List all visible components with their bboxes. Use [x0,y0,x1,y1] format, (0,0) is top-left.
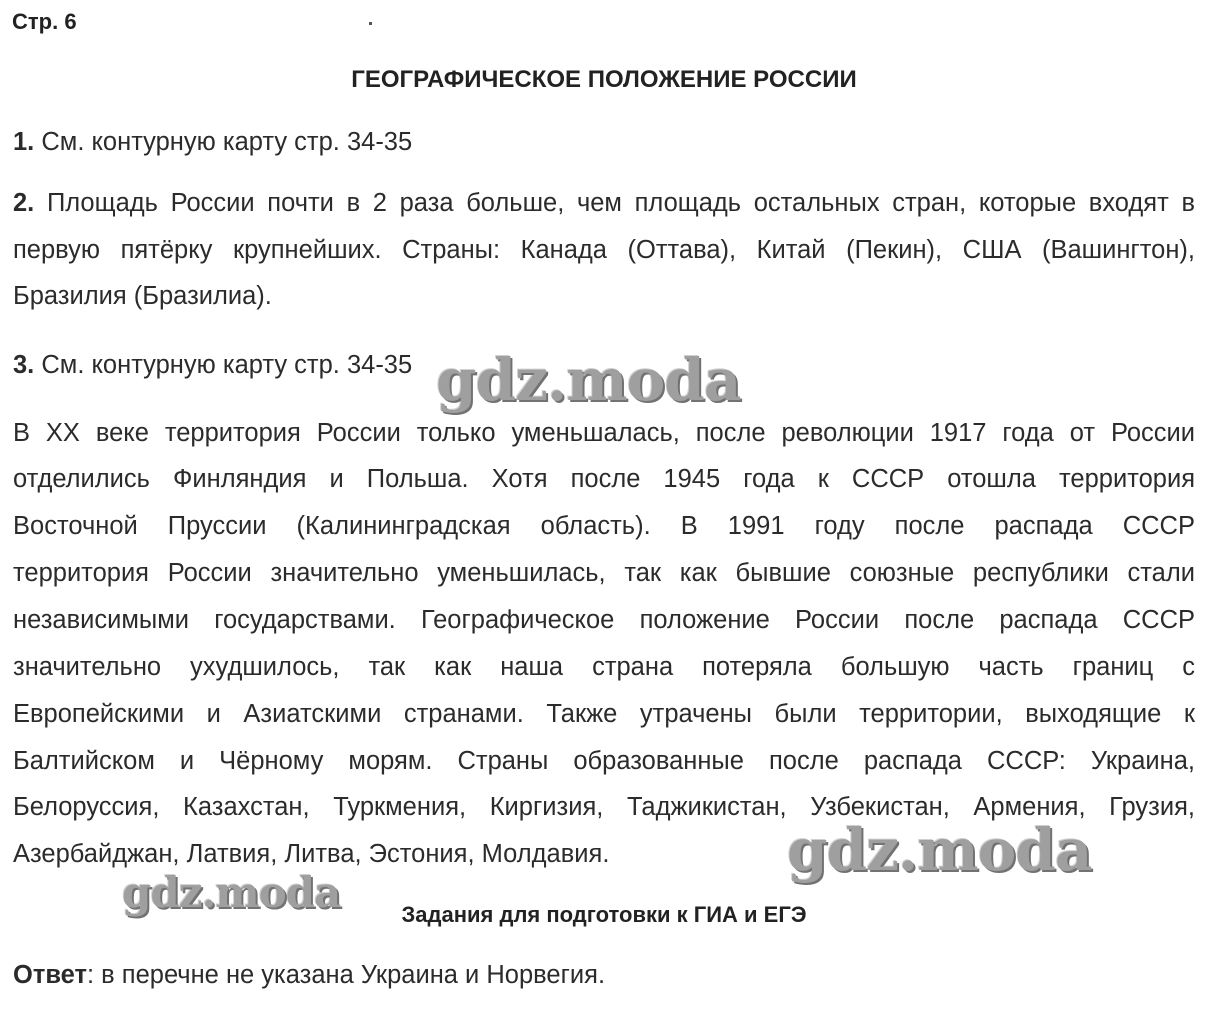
item-2-number: 2. [13,189,35,217]
item-2-line-3: Бразилия (Бразилиа). [13,282,272,310]
paragraph-line: Азербайджан, Латвия, Литва, Эстония, Молдавия. [13,840,610,868]
paragraph-line: Балтийском и Чёрному морям. Страны образованные после распада СССР: Украина, [13,747,1195,775]
paragraph-line: Восточной Пруссии (Калининградская область). В 1991 году после распада СССР [13,512,1195,540]
watermark: gdz.moda [787,816,1092,884]
item-3-number: 3. [13,351,35,379]
paragraph-line: значительно ухудшилось, так как наша страна потеряла большую часть границ с [13,653,1195,681]
item-2-line-1 [13,188,1195,218]
paragraph-line: отделились Финляндия и Польша. Хотя после 1945 года к СССР отошла территория [13,465,1195,493]
paragraph-line: Белоруссия, Казахстан, Туркмения, Киргизия, Таджикистан, Узбекистан, Армения, Грузия, [13,793,1195,821]
watermark: gdz.moda [436,346,741,414]
paragraph-line: В XX веке территория России только уменьшалась, после революции 1917 года от России [13,419,1195,447]
stray-dot-mark [369,22,372,25]
exam-section-title: Задания для подготовки к ГИА и ЕГЭ [401,902,807,927]
answer-text: : в перечне не указана Украина и Норвегия. [87,961,606,989]
item-1 [13,127,412,157]
paragraph-line: Европейскими и Азиатскими странами. Также утрачены были территории, выходящие к [13,700,1195,728]
page-title: ГЕОГРАФИЧЕСКОЕ ПОЛОЖЕНИЕ РОССИИ [351,66,857,93]
item-1-text: См. контурную карту стр. 34-35 [41,128,413,156]
item-1-number: 1. [13,128,35,156]
page-label: Стр. 6 [12,9,77,34]
item-3 [13,350,412,380]
answer-line [13,960,605,990]
paragraph-line: независимыми государствами. Географическое положение России после распада СССР [13,606,1195,634]
item-2-line-2: первую пятёрку крупнейших. Страны: Канада (Оттава), Китай (Пекин), США (Вашингтон), [13,236,1195,264]
item-3-text: См. контурную карту стр. 34-35 [41,351,413,379]
item-2-line-1-text: Площадь России почти в 2 раза больше, чем площадь остальных стран, которые входят в [46,189,1195,217]
watermark: gdz.moda [122,868,341,917]
answer-label: Ответ [13,961,87,989]
paragraph-line: территория России значительно уменьшилась, так как бывшие союзные республики стали [13,559,1195,587]
